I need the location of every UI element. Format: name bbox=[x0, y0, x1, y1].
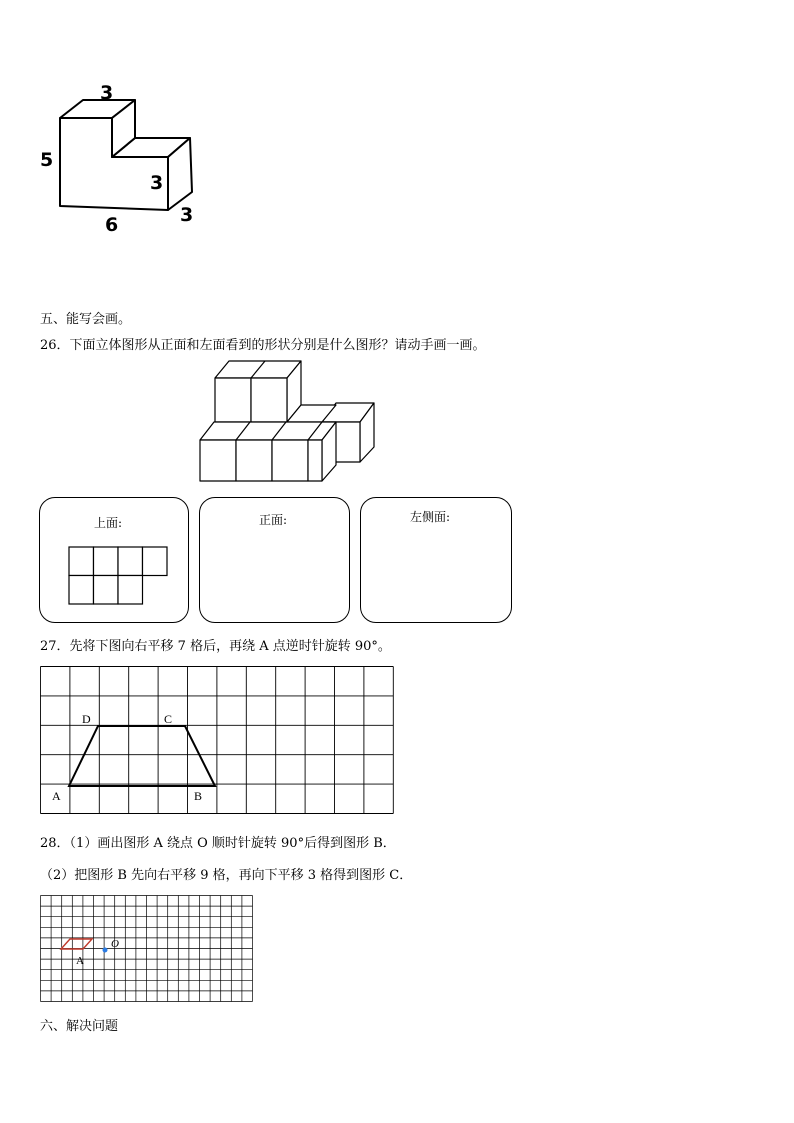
l-shaped-solid-figure bbox=[35, 80, 225, 240]
question-26-text: 26．下面立体图形从正面和左面看到的形状分别是什么图形？请动手画一画。 bbox=[40, 338, 486, 353]
point-o bbox=[103, 948, 108, 953]
question-27-text: 27．先将下图向右平移 7 格后，再绕 A 点逆时针旋转 90°。 bbox=[40, 639, 391, 654]
question-28-part1: 28．（1）画出图形 A 绕点 O 顺时针旋转 90°后得到图形 B． bbox=[40, 836, 396, 851]
q28-grid[interactable] bbox=[40, 895, 254, 1003]
point-label-o: O bbox=[111, 938, 119, 950]
view-label-front: 正面: bbox=[259, 513, 288, 527]
cube-stack-figure bbox=[195, 355, 385, 485]
dim-depth: 3 bbox=[180, 204, 194, 226]
point-label-b: B bbox=[194, 789, 203, 803]
question-28-part2: （2）把图形 B 先向右平移 9 格，再向下平移 3 格得到图形 C． bbox=[40, 868, 413, 883]
q27-grid[interactable] bbox=[40, 666, 394, 816]
point-label-a: A bbox=[52, 789, 61, 803]
view-box-left[interactable] bbox=[360, 497, 512, 623]
point-label-c: C bbox=[164, 712, 173, 726]
parallelogram-a bbox=[61, 939, 92, 949]
view-box-front[interactable] bbox=[199, 497, 350, 623]
point-label-d: D bbox=[82, 712, 91, 726]
view-label-left: 左侧面: bbox=[410, 510, 451, 524]
view-box-top[interactable] bbox=[39, 497, 189, 623]
dim-left: 5 bbox=[40, 149, 54, 171]
dim-mid: 3 bbox=[150, 172, 164, 194]
section-6-heading: 六、解决问题 bbox=[40, 1019, 119, 1034]
dim-top: 3 bbox=[100, 82, 114, 104]
view-label-top: 上面: bbox=[94, 516, 123, 530]
shape-label-a: A bbox=[76, 955, 84, 967]
trapezoid-abcd bbox=[69, 726, 215, 786]
section-5-heading: 五、能写会画。 bbox=[40, 312, 132, 327]
dim-bottom: 6 bbox=[105, 214, 119, 236]
top-view-grid bbox=[69, 547, 169, 607]
